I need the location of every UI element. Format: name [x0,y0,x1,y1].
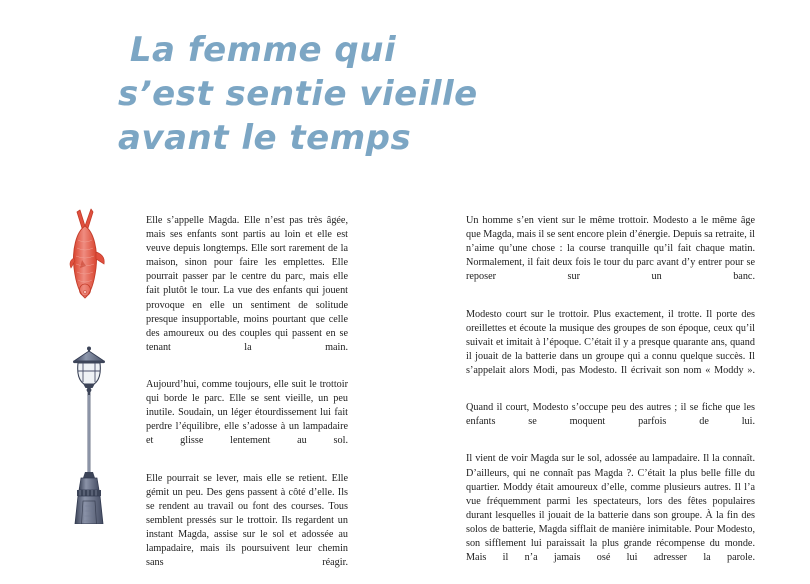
fish-illustration [58,206,114,302]
page-title [118,28,478,160]
paragraph: Elle pourrait se lever, mais elle se retient. Elle gémit un peu. Des gens passent à côté d’elle. Ils se rendent au travail ou font des courses. Tous semblent pressés sur le trottoir. Ils regardent un instant Magda, assise sur le sol et adossée au lampadaire, mais ils poursuivent leur chemin sans réagir. [146,472,348,569]
title-line-1: La femme qui [129,30,397,70]
street-lamp-illustration [54,344,124,524]
title-line-3: avant le temps [118,118,412,158]
paragraph: Aujourd’hui, comme toujours, elle suit le trottoir qui borde le parc. Elle se sent vieille, un peu inutile. Soudain, un léger étourdissement lui fait perdre l’équilibre, elle s’adosse à un lampadaire et glisse lentement au sol. [146,379,348,447]
paragraph: Il vient de voir Magda sur le sol, adossée au lampadaire. Il la connaît. D’ailleurs, qui ne connaît pas Magda ?. C’était la plus belle fille du quartier. Moddy était amoureux d’elle, comme plusieurs autres. Il l’a vue fréquemment parmi les spectateurs, lors des fêtes populaires durant lesquelles il jouait de la batterie dans son groupe. À la fin des solos de batterie, Magda sifflait de manière inimitable. Pour Modesto, son sifflement lui paraissait la plus grande récompense du monde. Mais il n’a jamais osé lui adresser la parole. [466,453,755,564]
title-line-2: s’est sentie vieille [118,74,478,114]
paragraph: Modesto court sur le trottoir. Plus exactement, il trotte. Il porte des oreillettes et écoute la musique des groupes de son époque, ceux qu’il suivait et imitait à l’époque. C’était il y a presque quarante ans, quand il jouait de la batterie dans un groupe qui a connu quelque succès. Il s’appelait alors Modi, pas Modesto. Il écrivait son nom « Moddy ». [466,308,755,376]
text-column-left [146,214,348,584]
paragraph: Quand il court, Modesto s’occupe peu des autres ; il se fiche que les enfants se moquent parfois de lui. [466,402,755,428]
paragraph: Un homme s’en vient sur le même trottoir. Modesto a le même âge que Magda, mais il se sent encore plein d’énergie. Depuis sa retraite, il n’aime qu’une chose : la course tranquille qu’il fait chaque matin. Normalement, il fait deux fois le tour du parc avant d’y entrer pour se reposer sur un banc. [466,215,755,283]
text-column-right [466,214,755,579]
paragraph: Elle s’appelle Magda. Elle n’est pas très âgée, mais ses enfants sont partis au loin et elle est veuve depuis longtemps. Elle sort rarement de la maison, sinon pour faire les emplettes. Elle pourrait passer par le centre du parc, mais elle fait plutôt le tour. La vue des enfants qui jouent provoque en elle un sentiment de solitude presque insupportable, moins pourtant que celle des amoureux ou des couples qui passent en se tenant la main. [146,215,348,353]
